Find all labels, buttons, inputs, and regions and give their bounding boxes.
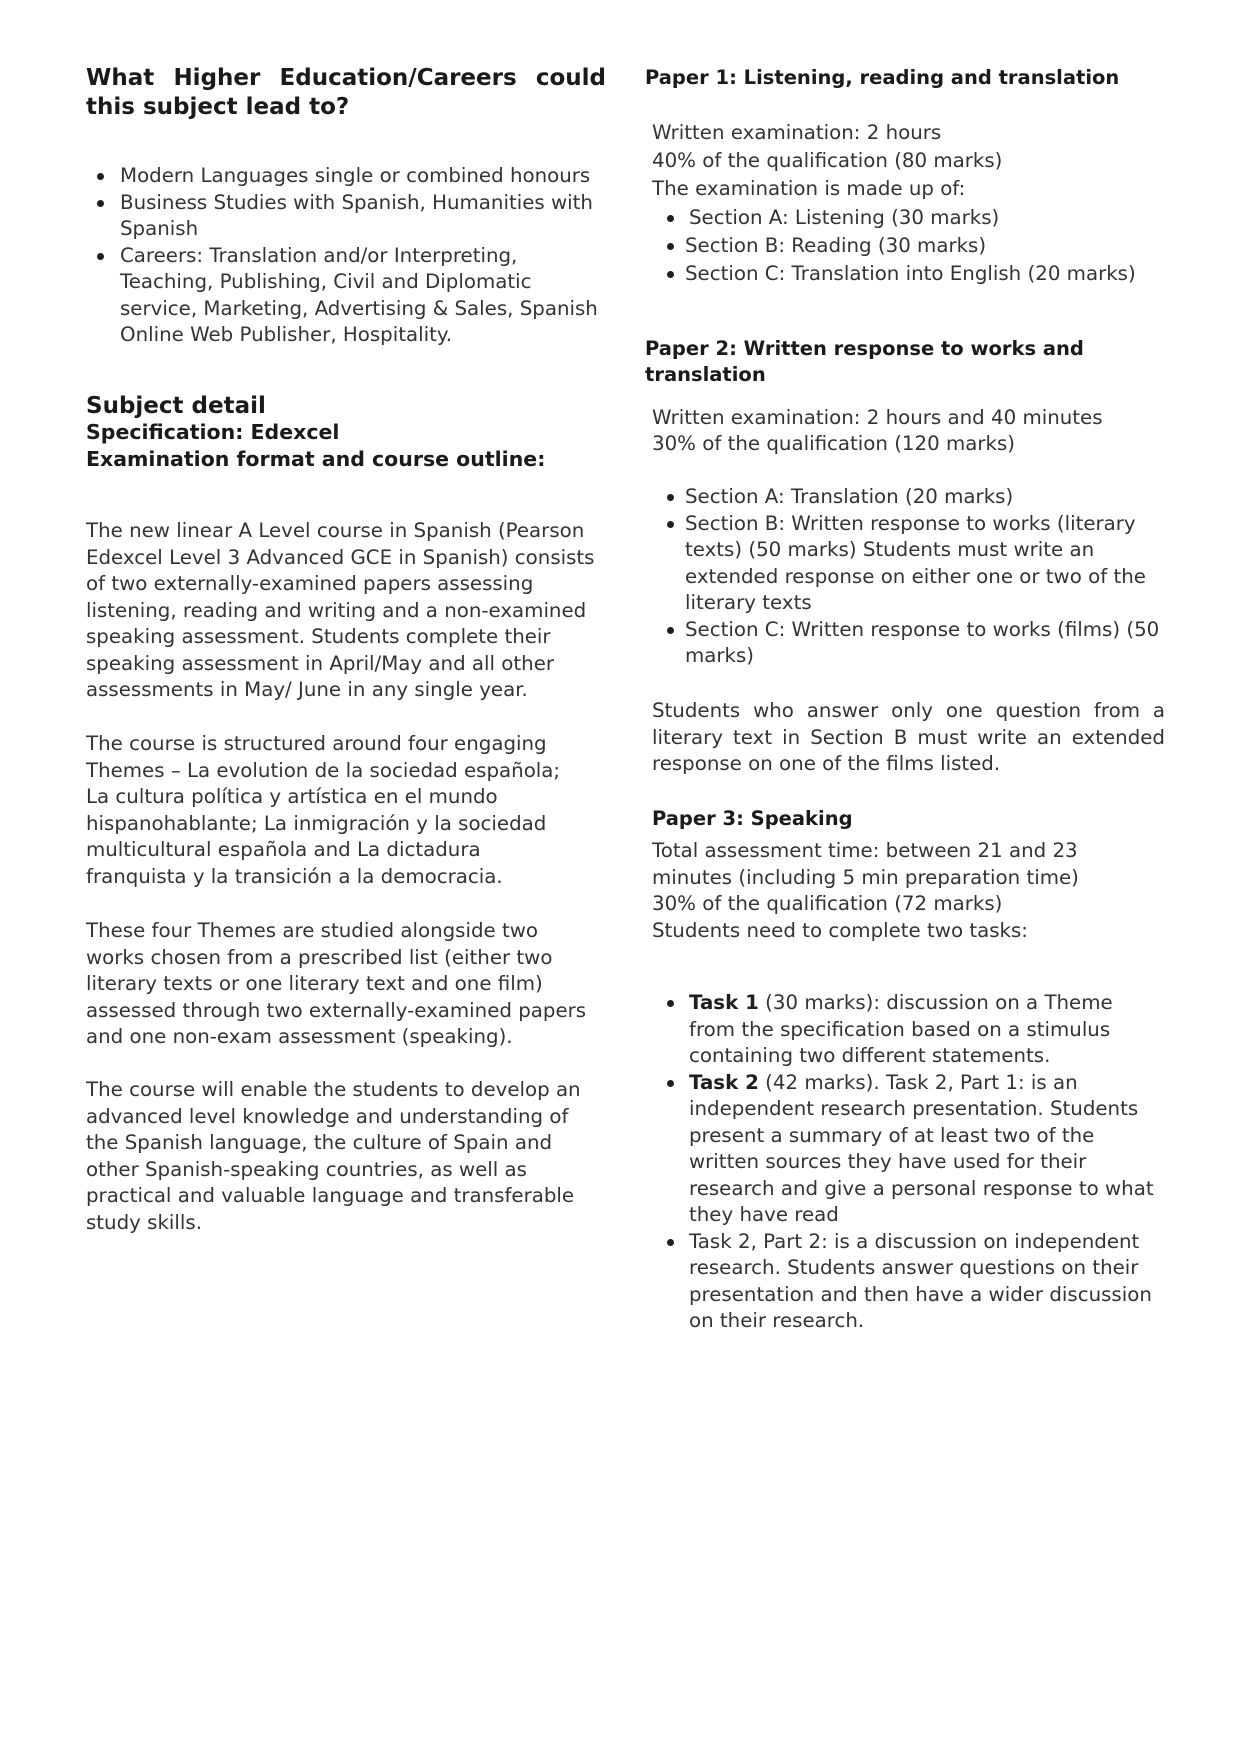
bullet-icon (667, 494, 674, 501)
list-item: Careers: Translation and/or Interpreting, Teaching, Publishing, Civil and Diplomatic service, Marketing, Advertising & Sales, Spanish Online Web Publisher, Hospitality. (86, 243, 606, 349)
paper1-duration: Written examination: 2 hours (652, 121, 942, 144)
bullet-icon (667, 271, 674, 278)
list-item: Section B: Reading (30 marks) (645, 232, 1165, 260)
course-paragraph-3: These four Themes are studied alongside two works chosen from a prescribed list (either two literary texts or one literary text and one film) assessed through two externally-examined papers and one non-exam assessment (speaking). (86, 919, 587, 1048)
list-item: Section A: Translation (20 marks) (645, 484, 1165, 511)
bullet-icon (97, 173, 104, 180)
list-item: Modern Languages single or combined honours (86, 163, 606, 190)
paper2-weight: 30% of the qualification (120 marks) (652, 432, 1015, 455)
list-item: Task 2, Part 2: is a discussion on independent research. Students answer questions on their presentation and then have a wider discussion on their research. (645, 1229, 1165, 1335)
paper3-weight: 30% of the qualification (72 marks) (652, 892, 1003, 915)
list-item: Section A: Listening (30 marks) (645, 204, 1165, 232)
paper1-intro: The examination is made up of: (652, 177, 966, 200)
bullet-icon (667, 1239, 674, 1246)
course-paragraph-4: The course will enable the students to develop an advanced level knowledge and understanding of the Spanish language, the culture of Spain and other Spanish-speaking countries, as well as practical and valuable language and transferable study skills. (86, 1078, 581, 1234)
paper2-note: Students who answer only one question from a literary text in Section B must write an extended response on one of the films listed. (652, 699, 1165, 775)
list-item: Section B: Written response to works (literary texts) (50 marks) Students must write an extended response on either one or two of the literary texts (645, 511, 1165, 617)
careers-heading: What Higher Education/Careers could this subject lead to? (86, 65, 606, 120)
course-paragraph-2: The course is structured around four engaging Themes – La evolution de la sociedad española; La cultura política y artística en el mundo hispanohablante; La inmigración y la sociedad multicultural española and La dictadura franquista y la transición a la democracia. (86, 732, 561, 888)
course-paragraph-1: The new linear A Level course in Spanish (Pearson Edexcel Level 3 Advanced GCE in Spanish) consists of two externally-examined papers assessing listening, reading and writing and a non-examined speaking assessment. Students complete their speaking assessment in April/May and all other assessments in May/ June in any single year. (86, 519, 595, 701)
bullet-icon (667, 521, 674, 528)
bullet-icon (667, 243, 674, 250)
paper1-weight: 40% of the qualification (80 marks) (652, 149, 1003, 172)
paper1-sections (645, 204, 1165, 288)
list-item: Task 1 (30 marks): discussion on a Theme from the specification based on a stimulus containing two different statements. (645, 990, 1165, 1070)
bullet-icon (667, 1000, 674, 1007)
list-item: Task 2 (42 marks). Task 2, Part 1: is an independent research presentation. Students present a summary of at least two of the written sources they have used for their research and give a personal response to what they have read (645, 1070, 1165, 1229)
paper2-sections (645, 484, 1165, 670)
list-item: Section C: Translation into English (20 marks) (645, 260, 1165, 288)
specification-heading: Specification: Edexcel (86, 420, 340, 444)
paper3-intro: Students need to complete two tasks: (652, 919, 1028, 942)
list-item: Business Studies with Spanish, Humanities with Spanish (86, 190, 606, 243)
bullet-icon (97, 253, 104, 260)
paper1-heading: Paper 1: Listening, reading and translation (645, 66, 1120, 89)
exam-format-heading: Examination format and course outline: (86, 447, 546, 471)
bullet-icon (667, 215, 674, 222)
bullet-icon (97, 200, 104, 207)
paper3-heading: Paper 3: Speaking (652, 807, 853, 830)
careers-list (86, 163, 606, 349)
paper2-duration: Written examination: 2 hours and 40 minutes (652, 406, 1103, 429)
bullet-icon (667, 1080, 674, 1087)
paper3-tasks (645, 990, 1165, 1335)
paper3-duration: Total assessment time: between 21 and 23 minutes (including 5 min preparation time) (652, 839, 1079, 889)
bullet-icon (667, 627, 674, 634)
paper2-heading: Paper 2: Written response to works and translation (645, 337, 1084, 386)
subject-detail-heading: Subject detail (86, 393, 266, 419)
list-item: Section C: Written response to works (films) (50 marks) (645, 617, 1165, 670)
